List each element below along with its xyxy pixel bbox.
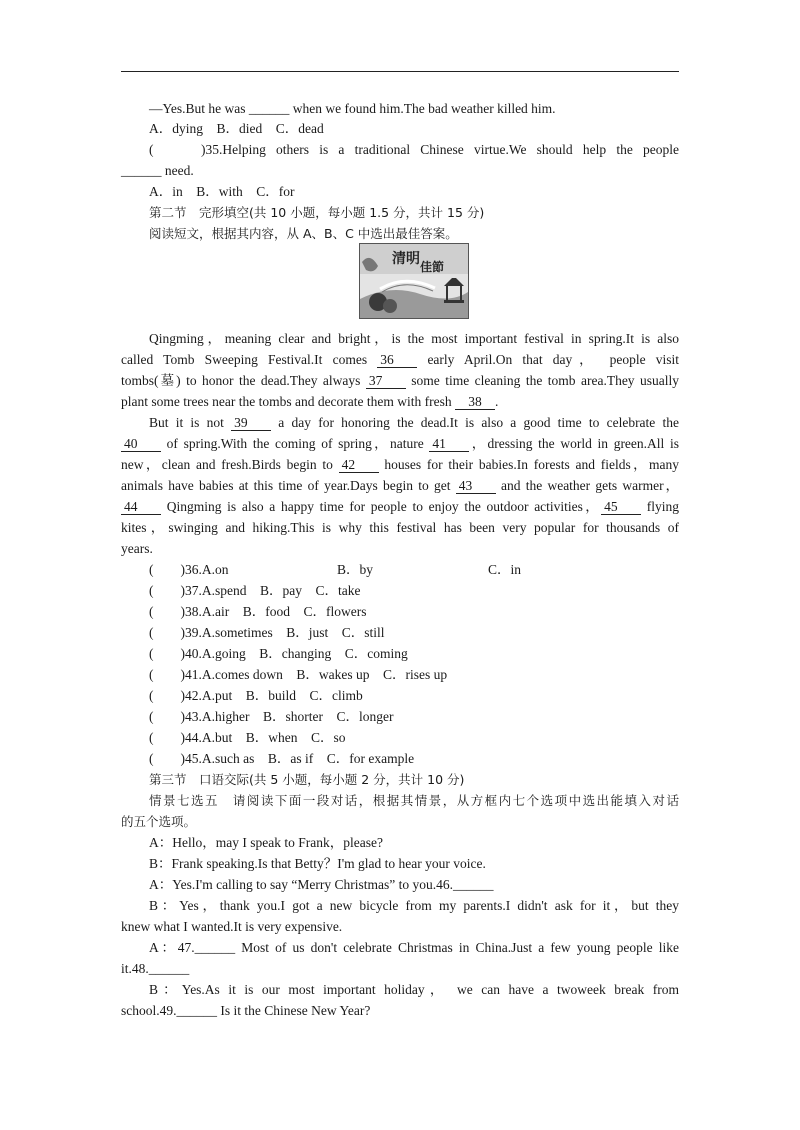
question-37: ( )37.A.spend B．pay C．take — [149, 583, 361, 598]
blank-40[interactable]: 40 — [121, 436, 161, 452]
passage-p2-line2: 40 of spring.With the coming of spring，nature 41 ，dressing the world in green.All is — [121, 434, 679, 454]
q34-options: A．dying B．died C．dead — [149, 121, 324, 136]
passage-p2-line3: new，clean and fresh.Birds begin to 42 houses for their babies.In forests and fields，many — [121, 457, 679, 472]
question-36-option-b: B．by — [337, 562, 374, 577]
q34-line: —Yes.But he was ______ when we found him.The bad weather killed him. — [149, 101, 556, 116]
blank-36[interactable]: 36 — [377, 352, 417, 368]
image-text-top: 清明 — [392, 251, 420, 267]
blank-38[interactable]: 38 — [455, 394, 495, 410]
section3-instruction-line1: 情景七选五 请阅读下面一段对话，根据其情景，从方框内七个选项中选出能填入对话 — [149, 793, 679, 808]
passage-p1-line1: Qingming，meaning clear and bright，is the most important festival in spring.It is also — [149, 331, 679, 346]
dialogue-line-6-cont: school.49.______ Is it the Chinese New Year? — [121, 1003, 371, 1018]
header-rule — [121, 71, 679, 72]
blank-42[interactable]: 42 — [339, 457, 379, 473]
dialogue-line-4: B：Yes，thank you.I got a new bicycle from my parents.I didn't ask for it，but they — [149, 898, 679, 913]
section2-heading: 第二节 完形填空(共 10 小题，每小题 1.5 分，共计 15 分) — [149, 205, 485, 220]
section2-instruction: 阅读短文，根据其内容，从 A、B、C 中选出最佳答案。 — [149, 226, 458, 241]
passage-p1-line4: plant some trees near the tombs and decorate them with fresh 38 . — [121, 394, 499, 409]
qingming-illustration — [359, 243, 469, 319]
dialogue-line-5: A：47.______ Most of us don't celebrate Christmas in China.Just a few young people like — [149, 940, 679, 955]
dialogue-line-2: B：Frank speaking.Is that Betty？I'm glad to hear your voice. — [149, 856, 486, 871]
passage-p1-line3: tombs(墓) to honor the dead.They always 37 some time cleaning the tomb area.They usually — [121, 373, 679, 388]
dialogue-line-5-cont: it.48.______ — [121, 961, 190, 976]
blank-37[interactable]: 37 — [366, 373, 406, 389]
q35-stem-cont: ______ need. — [121, 163, 194, 178]
dialogue-line-3: A：Yes.I'm calling to say “Merry Christmas” to you.46.______ — [149, 877, 494, 892]
dialogue-line-6: B：Yes.As it is our most important holiday， we can have a twoweek break from — [149, 982, 679, 997]
passage-p1-line2: called Tomb Sweeping Festival.It comes 36 early April.On that day， people visit — [121, 352, 679, 367]
dialogue-line-1: A：Hello，may I speak to Frank，please? — [149, 835, 383, 850]
question-38: ( )38.A.air B．food C．flowers — [149, 604, 367, 619]
question-40: ( )40.A.going B．changing C．coming — [149, 646, 408, 661]
question-45: ( )45.A.such as B．as if C．for example — [149, 751, 415, 766]
question-39: ( )39.A.sometimes B．just C．still — [149, 625, 385, 640]
section3-instruction-line2: 的五个选项。 — [121, 814, 197, 829]
passage-p2-line7: years. — [121, 541, 153, 556]
q35-stem: ( )35.Helping others is a traditional Chinese virtue.We should help the people — [149, 142, 679, 157]
blank-43[interactable]: 43 — [456, 478, 496, 494]
blank-44[interactable]: 44 — [121, 499, 161, 515]
passage-p2-line6: kites，swinging and hiking.This is why this festival has been very popular for thousands of — [121, 520, 679, 535]
question-41: ( )41.A.comes down B．wakes up C．rises up — [149, 667, 448, 682]
blank-41[interactable]: 41 — [429, 436, 469, 452]
blank-45[interactable]: 45 — [601, 499, 641, 515]
image-text-bottom: 佳節 — [420, 260, 445, 274]
blank-39[interactable]: 39 — [231, 415, 271, 431]
dialogue-line-4-cont: knew what I wanted.It is very expensive. — [121, 919, 343, 934]
question-44: ( )44.A.but B．when C．so — [149, 730, 346, 745]
question-42: ( )42.A.put B．build C．climb — [149, 688, 363, 703]
passage-p2-line4: animals have babies at this time of year.Days begin to get 43 and the weather gets warmer， — [121, 478, 679, 493]
passage-p2-line5: 44 Qingming is also a happy time for people to enjoy the outdoor activities， 45 flying — [121, 497, 679, 517]
q35-options: A．in B．with C．for — [149, 184, 295, 199]
question-36: ( )36.A.on — [149, 562, 229, 577]
question-36-option-c: C．in — [488, 562, 522, 577]
question-43: ( )43.A.higher B．shorter C．longer — [149, 709, 394, 724]
passage-p2-line1: But it is not 39 a day for honoring the dead.It is also a good time to celebrate the — [149, 415, 679, 430]
section3-heading: 第三节 口语交际(共 5 小题，每小题 2 分，共计 10 分) — [149, 772, 465, 787]
